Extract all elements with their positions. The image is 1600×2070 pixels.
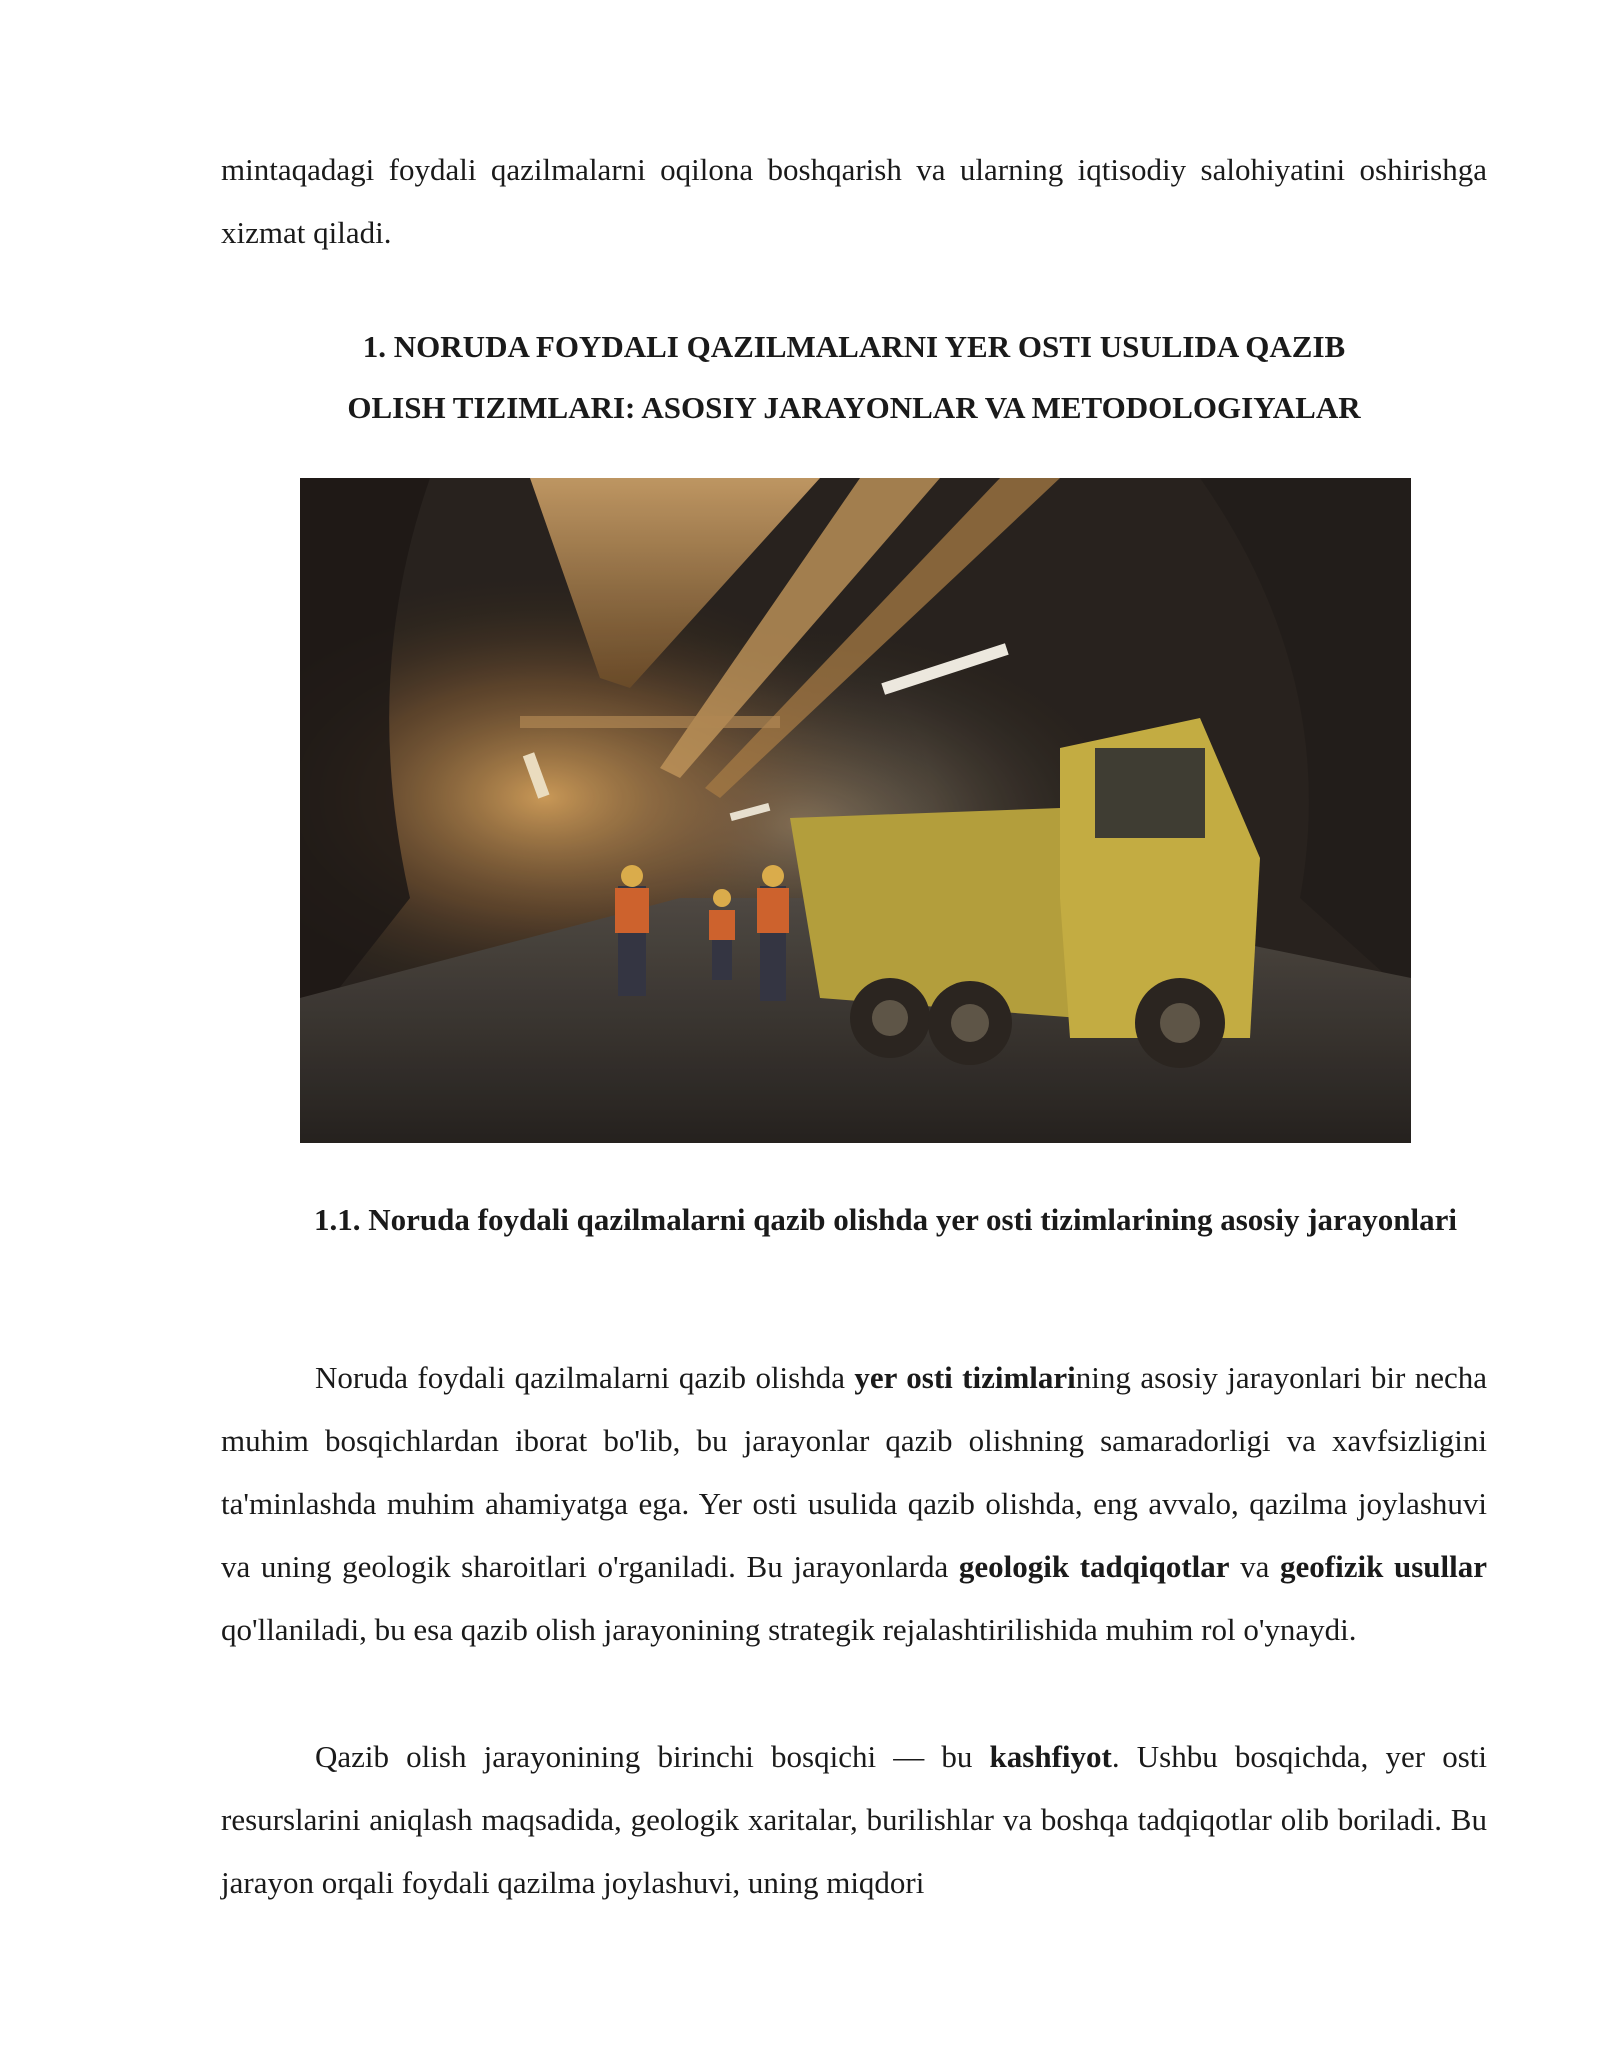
paragraph1-bold-3: geofizik usullar [1280, 1549, 1487, 1584]
paragraph1-text-4: qo'llaniladi, bu esa qazib olish jarayonining strategik rejalashtirilishida muhim rol o'ynaydi. [221, 1612, 1357, 1647]
paragraph2-text-1: Qazib olish jarayonining birinchi bosqichi — bu [315, 1739, 990, 1774]
paragraph2-text-2: . Ushbu bosqichda, yer osti resurslarini aniqlash maqsadida, geologik xaritalar, burilishlar va boshqa tadqiqotlar olib boriladi. Bu jarayon orqali foydali qazilma joylashuvi, uning miqdori [221, 1739, 1487, 1900]
body-paragraph-2 [221, 1725, 1487, 1914]
intro-paragraph: mintaqadagi foydali qazilmalarni oqilona boshqarish va ularning iqtisodiy salohiyatini oshirishga xizmat qiladi. [221, 152, 1487, 250]
section-heading [221, 316, 1487, 438]
underground-mine-photo [300, 478, 1411, 1143]
mine-photo-icon [300, 478, 1411, 1143]
paragraph1-text-3: va [1229, 1549, 1281, 1584]
section-heading-line2: OLISH TIZIMLARI: ASOSIY JARAYONLAR VA METODOLOGIYALAR [347, 390, 1361, 425]
paragraph1-bold-1: yer osti tizimlari [854, 1360, 1076, 1395]
paragraph2-bold-1: kashfiyot [989, 1739, 1112, 1774]
subsection-heading: 1.1. Noruda foydali qazilmalarni qazib olishda yer osti tizimlarining asosiy jarayonlari [314, 1202, 1458, 1237]
paragraph1-text-1: Noruda foydali qazilmalarni qazib olishda [315, 1360, 855, 1395]
body-paragraph-1 [221, 1346, 1487, 1661]
section-heading-line1: 1. NORUDA FOYDALI QAZILMALARNI YER OSTI USULIDA QAZIB [362, 329, 1346, 364]
paragraph1-bold-2: geologik tadqiqotlar [958, 1549, 1230, 1584]
paragraph1-text-2: ning asosiy jarayonlari bir necha muhim bosqichlardan iborat bo'lib, bu jarayonlar qazib olishning samaradorligi va xavfsizligini ta'minlashda muhim ahamiyatga ega. Yer osti usulida qazib olishda, eng avvalo, qazilma joylashuvi va uning geologik sharoitlari o'rganiladi. Bu jarayonlarda [221, 1360, 1487, 1584]
